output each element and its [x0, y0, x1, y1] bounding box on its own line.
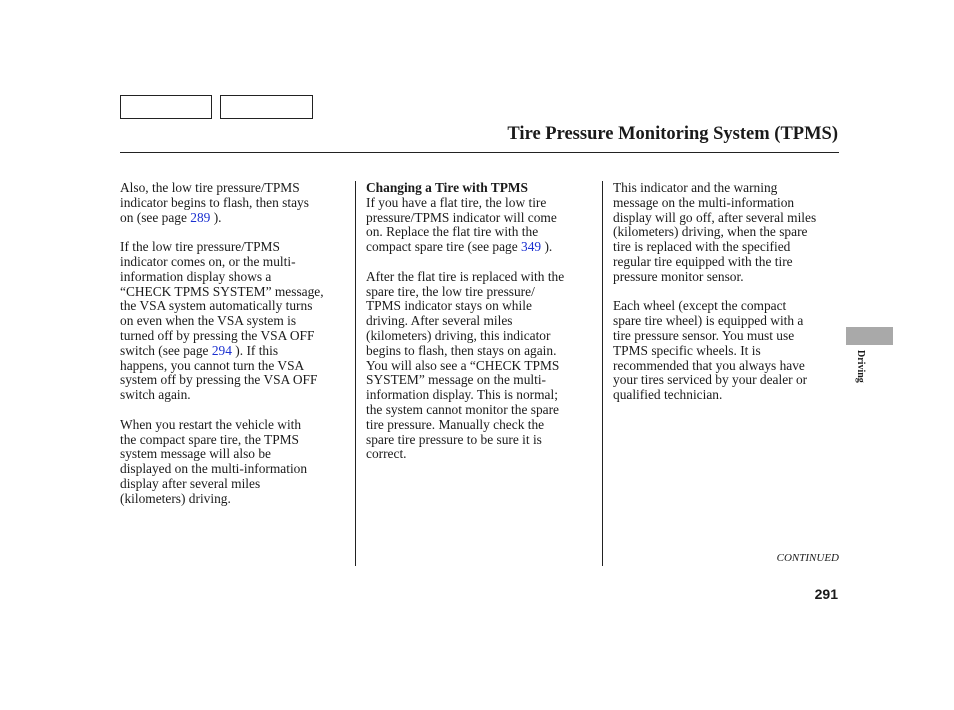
section-tab[interactable]: [846, 327, 893, 345]
page-link-289[interactable]: 289: [190, 209, 211, 225]
paragraph: [120, 181, 348, 225]
paragraph-text: If the low tire pressure/TPMS indicator comes on, or the multi- information display shows a “CHECK TPMS SYSTEM” message, the VSA system automatically turns on even when the VSA system is turned off by pressing the VSA OFF switch (see page: [120, 239, 324, 358]
paragraph: This indicator and the warning message on the multi-information display will go off, after several miles (kilometers) driving, when the spare tire is replaced with the specified regular tire equipped with the tire pressure monitor sensor.: [613, 180, 817, 284]
text-column-1: [120, 181, 348, 521]
continued-label: CONTINUED: [776, 552, 839, 564]
paragraph-text: ). If this happens, you cannot turn the VSA system off by pressing the VSA OFF switch again.: [120, 342, 318, 403]
section-tab-label: Driving: [855, 350, 866, 383]
paragraph-text: Also, the low tire pressure/TPMS indicator begins to flash, then stays on (see page: [120, 180, 309, 225]
paragraph: Each wheel (except the compact spare tire wheel) is equipped with a tire pressure sensor. You must use TPMS specific wheels. It is recommended that you always have your tires serviced by your dealer or qualified technician.: [613, 298, 808, 403]
paragraph: [120, 240, 348, 403]
paragraph: After the flat tire is replaced with the spare tire, the low tire pressure/ TPMS indicator stays on while driving. After several miles (kilometers) driving, this indicator begins to flash, then stays on again. You will also see a “CHECK TPMS SYSTEM” message on the multi- information display. This is normal; the system cannot monitor the spare tire pressure. Manually check the spare tire pressure to be sure it is correct.: [366, 268, 565, 462]
page-title: Tire Pressure Monitoring System (TPMS): [507, 124, 838, 144]
paragraph: When you restart the vehicle with the compact spare tire, the TPMS system message will also be displayed on the multi-information display after several miles (kilometers) driving.: [120, 416, 308, 506]
paragraph-text: ).: [541, 239, 553, 255]
paragraph-text: If you have a flat tire, the low tire pressure/TPMS indicator will come on. Replace the flat tire with the compact spare tire (see page: [366, 194, 557, 255]
page-link-349[interactable]: 349: [521, 239, 542, 255]
text-column-2: [366, 181, 596, 477]
column-divider: [355, 181, 356, 566]
paragraph: [366, 181, 596, 255]
title-divider: [120, 152, 839, 153]
section-heading: Changing a Tire with TPMS: [366, 180, 528, 195]
page-link-294[interactable]: 294: [211, 342, 232, 358]
paragraph-text: ).: [210, 209, 222, 225]
nav-contents-button[interactable]: [220, 95, 313, 119]
column-divider: [602, 181, 603, 566]
nav-back-button[interactable]: [120, 95, 212, 119]
text-column-3: [613, 181, 839, 418]
page-number: 291: [814, 586, 838, 602]
